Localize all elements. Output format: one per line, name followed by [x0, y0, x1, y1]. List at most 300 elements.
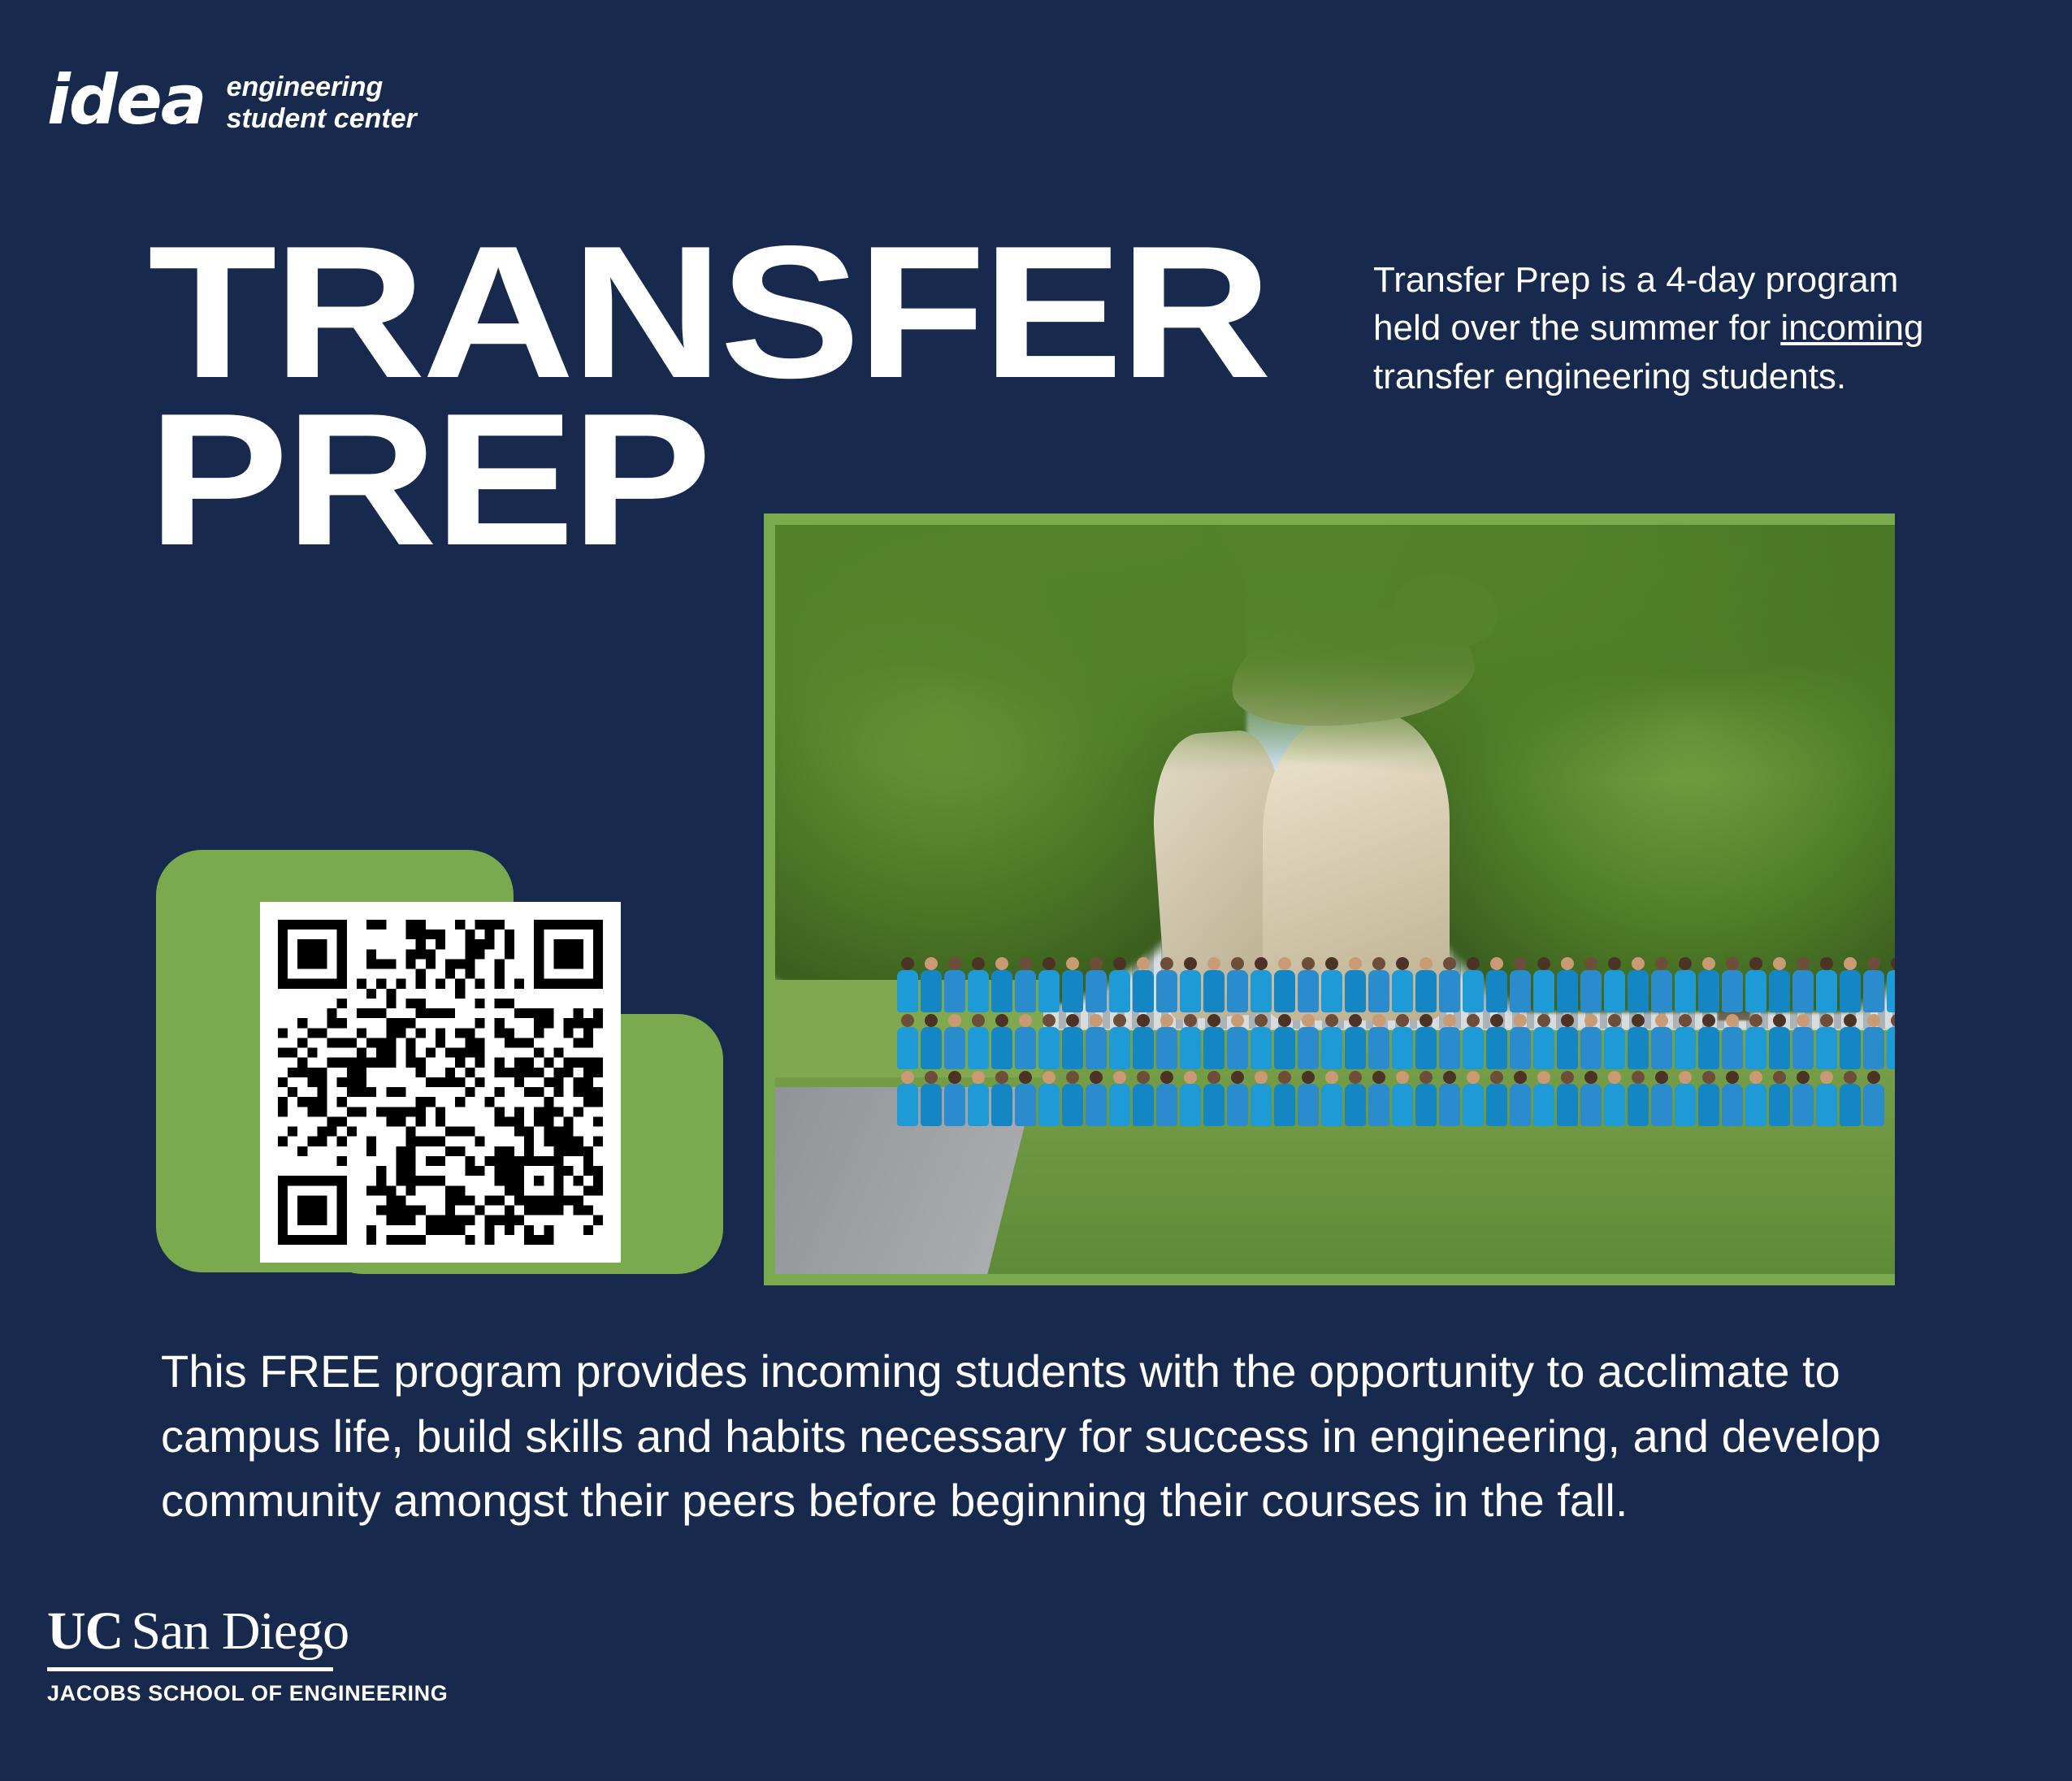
photo-student [1510, 1071, 1531, 1126]
photo-student-shirt [1557, 1027, 1578, 1069]
photo-student-shirt [1415, 1027, 1437, 1069]
photo-student [991, 1071, 1012, 1126]
photo-student-head [925, 1071, 938, 1084]
photo-student-shirt [991, 1027, 1012, 1069]
photo-student-shirt [944, 1027, 965, 1069]
photo-student [1038, 1071, 1060, 1126]
photo-student [1698, 1014, 1719, 1069]
photo-student [1156, 957, 1177, 1012]
idea-logo-wordmark: idea [47, 60, 206, 141]
photo-student-shirt [1698, 970, 1719, 1012]
photo-student-shirt [1109, 970, 1130, 1012]
photo-student-shirt [1557, 970, 1578, 1012]
photo-student [1227, 1071, 1248, 1126]
photo-student-head [1726, 1014, 1739, 1027]
photo-student [1415, 1071, 1437, 1126]
photo-student-shirt [1722, 1027, 1743, 1069]
photo-student-head [1773, 957, 1786, 970]
photo-student-head [1467, 957, 1480, 970]
photo-student-shirt [1439, 1027, 1460, 1069]
photo-student-head [1302, 957, 1315, 970]
photo-student-head [1066, 1071, 1079, 1084]
photo-student [897, 1071, 918, 1126]
photo-student-shirt [1840, 1027, 1861, 1069]
photo-student-shirt [1863, 970, 1884, 1012]
photo-student-shirt [1698, 1084, 1719, 1126]
photo-student-shirt [921, 1027, 942, 1069]
photo-student-head [1820, 1014, 1833, 1027]
intro-text-emphasis: incoming [1780, 308, 1924, 349]
photo-student-shirt [1675, 1027, 1696, 1069]
photo-student [1133, 1071, 1154, 1126]
photo-student-shirt [1698, 1027, 1719, 1069]
photo-student-shirt [1086, 1027, 1107, 1069]
photo-student-head [948, 1071, 961, 1084]
intro-paragraph [1373, 256, 1942, 401]
photo-student-shirt [921, 1084, 942, 1126]
photo-student-head [1726, 957, 1739, 970]
photo-student-head [1702, 1071, 1715, 1084]
page-title [148, 207, 1350, 586]
photo-student-head [995, 957, 1008, 970]
photo-student-shirt [1038, 1027, 1060, 1069]
photo-student [1557, 1014, 1578, 1069]
photo-student-shirt [1392, 1027, 1413, 1069]
photo-student-group [897, 957, 1872, 1185]
photo-student-shirt [1133, 1084, 1154, 1126]
photo-student-shirt [1015, 1084, 1036, 1126]
photo-student-head [1797, 1071, 1810, 1084]
group-photo [775, 525, 1895, 1274]
photo-student-head [1749, 957, 1762, 970]
photo-student-shirt [1769, 1027, 1790, 1069]
photo-student-shirt [1792, 1027, 1814, 1069]
photo-student [1015, 1014, 1036, 1069]
photo-student [921, 957, 942, 1012]
photo-student [1203, 1014, 1225, 1069]
photo-student-head [1420, 1014, 1433, 1027]
photo-student [1816, 957, 1837, 1012]
photo-student [1298, 1071, 1319, 1126]
photo-student-head [1160, 1014, 1173, 1027]
photo-student [1086, 1014, 1107, 1069]
photo-student-head [972, 957, 985, 970]
photo-student [1133, 1014, 1154, 1069]
photo-student-head [1420, 957, 1433, 970]
photo-student-head [1561, 957, 1574, 970]
photo-student-head [1679, 1014, 1692, 1027]
photo-student-shirt [1227, 970, 1248, 1012]
photo-student-head [1584, 1014, 1597, 1027]
photo-student-head [1255, 1014, 1268, 1027]
photo-student [991, 1014, 1012, 1069]
photo-student-head [1514, 1071, 1527, 1084]
photo-student-head [901, 957, 914, 970]
photo-student [1368, 957, 1389, 1012]
photo-student-head [1749, 1071, 1762, 1084]
photo-student [1510, 1014, 1531, 1069]
photo-student [1015, 957, 1036, 1012]
photo-student [1345, 957, 1366, 1012]
photo-student-shirt [1887, 1027, 1895, 1069]
photo-student-shirt [1415, 1084, 1437, 1126]
photo-student [1580, 957, 1602, 1012]
photo-student-head [925, 957, 938, 970]
photo-student-shirt [1604, 1084, 1625, 1126]
photo-student [1486, 1071, 1507, 1126]
photo-student-shirt [1368, 970, 1389, 1012]
photo-student [1180, 957, 1201, 1012]
photo-student-head [1019, 1014, 1032, 1027]
photo-student [1227, 957, 1248, 1012]
photo-student [968, 957, 989, 1012]
photo-student [1439, 957, 1460, 1012]
photo-student-head [1608, 1071, 1621, 1084]
photo-student-head [1255, 957, 1268, 970]
intro-text-after: transfer engineering students. [1373, 356, 1847, 396]
ucsd-jacobs-logo [47, 1603, 448, 1706]
photo-student-head [1302, 1014, 1315, 1027]
photo-student-head [1019, 1071, 1032, 1084]
photo-student-shirt [1180, 1027, 1201, 1069]
photo-student [1769, 957, 1790, 1012]
photo-student-shirt [1439, 970, 1460, 1012]
jacobs-school-label: JACOBS SCHOOL OF ENGINEERING [47, 1681, 449, 1705]
photo-student-shirt [1628, 1027, 1649, 1069]
photo-student-shirt [968, 1084, 989, 1126]
idea-logo-subtitle [227, 67, 417, 135]
photo-student-shirt [1580, 1027, 1602, 1069]
photo-student [1062, 957, 1083, 1012]
photo-student-shirt [1722, 970, 1743, 1012]
photo-student-head [1184, 957, 1197, 970]
photo-student [1651, 1014, 1672, 1069]
photo-student [1604, 1014, 1625, 1069]
idea-logo-subtitle-line2: student center [226, 103, 417, 135]
photo-student-head [1702, 1014, 1715, 1027]
photo-student-shirt [1298, 1027, 1319, 1069]
photo-student [1792, 1014, 1814, 1069]
photo-student-head [1773, 1014, 1786, 1027]
photo-student [944, 1071, 965, 1126]
photo-student-head [1443, 1014, 1456, 1027]
photo-student-shirt [1463, 970, 1484, 1012]
photo-student [1769, 1014, 1790, 1069]
photo-student-shirt [1769, 1084, 1790, 1126]
photo-student [1415, 957, 1437, 1012]
photo-student-shirt [1816, 970, 1837, 1012]
photo-student-shirt [1722, 1084, 1743, 1126]
photo-student-head [1655, 1071, 1668, 1084]
photo-student-head [1514, 957, 1527, 970]
photo-student [1439, 1071, 1460, 1126]
photo-student-head [972, 1071, 985, 1084]
photo-student-head [1420, 1071, 1433, 1084]
photo-student-shirt [1345, 1027, 1366, 1069]
photo-student-shirt [1675, 970, 1696, 1012]
photo-student [1533, 1071, 1554, 1126]
photo-student [1463, 957, 1484, 1012]
photo-student-head [1372, 957, 1385, 970]
photo-student [1675, 1014, 1696, 1069]
photo-student [1109, 1071, 1130, 1126]
photo-student [1180, 1014, 1201, 1069]
photo-student-shirt [1580, 970, 1602, 1012]
photo-student [1086, 957, 1107, 1012]
photo-student-shirt [1227, 1084, 1248, 1126]
photo-student-head [1514, 1014, 1527, 1027]
photo-student-shirt [1533, 1027, 1554, 1069]
photo-student-head [1844, 1071, 1857, 1084]
photo-student [1840, 1014, 1861, 1069]
photo-student [1062, 1014, 1083, 1069]
photo-student [1887, 957, 1895, 1012]
photo-student [1274, 957, 1295, 1012]
photo-student [1062, 1071, 1083, 1126]
photo-student [1086, 1071, 1107, 1126]
photo-student-shirt [1510, 1084, 1531, 1126]
photo-student-head [1396, 1071, 1409, 1084]
qr-code-container[interactable] [260, 902, 621, 1263]
photo-student-head [1679, 957, 1692, 970]
photo-student-head [925, 1014, 938, 1027]
photo-student-shirt [1062, 970, 1083, 1012]
photo-student-shirt [1816, 1084, 1837, 1126]
page-title-line2: PREP [148, 375, 709, 586]
photo-student-shirt [1251, 1084, 1272, 1126]
photo-student-shirt [1345, 970, 1366, 1012]
photo-student [1792, 1071, 1814, 1126]
photo-student [1580, 1014, 1602, 1069]
photo-student-shirt [1510, 970, 1531, 1012]
photo-crowd-row-front [897, 1071, 1872, 1126]
photo-student-shirt [1156, 1084, 1177, 1126]
photo-student [1368, 1071, 1389, 1126]
photo-student-shirt [1086, 1084, 1107, 1126]
photo-student-head [1632, 1071, 1645, 1084]
photo-student-shirt [1156, 970, 1177, 1012]
photo-student-head [1019, 957, 1032, 970]
photo-student-shirt [1533, 1084, 1554, 1126]
photo-student-shirt [1816, 1027, 1837, 1069]
photo-student-shirt [1392, 1084, 1413, 1126]
photo-student-head [901, 1014, 914, 1027]
photo-student-shirt [1274, 1027, 1295, 1069]
photo-student-shirt [968, 970, 989, 1012]
photo-student-shirt [1604, 970, 1625, 1012]
photo-student [1251, 1071, 1272, 1126]
photo-student [1745, 1014, 1766, 1069]
qr-code-icon[interactable] [278, 920, 603, 1245]
photo-student-shirt [1015, 970, 1036, 1012]
photo-student-head [1844, 957, 1857, 970]
photo-student [1557, 1071, 1578, 1126]
photo-student [1510, 957, 1531, 1012]
photo-student-head [1396, 1014, 1409, 1027]
photo-student-shirt [1486, 1027, 1507, 1069]
photo-student-head [901, 1071, 914, 1084]
photo-student-shirt [1769, 970, 1790, 1012]
photo-student-head [1043, 1014, 1056, 1027]
photo-student-shirt [944, 970, 965, 1012]
photo-student-shirt [1133, 1027, 1154, 1069]
photo-student-shirt [968, 1027, 989, 1069]
photo-student-head [1066, 1014, 1079, 1027]
photo-crowd-row-middle [897, 1014, 1872, 1069]
photo-student-shirt [1227, 1027, 1248, 1069]
photo-student [1722, 957, 1743, 1012]
ucsd-wordmark-sandiego: San Diego [131, 1601, 349, 1661]
photo-student [1486, 957, 1507, 1012]
photo-student-head [1231, 957, 1244, 970]
photo-student-head [1160, 1071, 1173, 1084]
photo-student [1698, 957, 1719, 1012]
photo-student-head [1160, 957, 1173, 970]
photo-student-shirt [1745, 970, 1766, 1012]
photo-student [1038, 1014, 1060, 1069]
photo-student [1015, 1071, 1036, 1126]
photo-student-head [1490, 1071, 1503, 1084]
photo-student [1675, 957, 1696, 1012]
photo-student-shirt [1368, 1027, 1389, 1069]
photo-student-head [1113, 1071, 1126, 1084]
photo-student-shirt [1580, 1084, 1602, 1126]
photo-student-head [1278, 957, 1291, 970]
photo-student-head [1867, 1071, 1880, 1084]
photo-student-shirt [1321, 1027, 1342, 1069]
photo-student-head [1207, 1014, 1220, 1027]
photo-student-shirt [1463, 1027, 1484, 1069]
photo-student [1038, 957, 1060, 1012]
photo-student-shirt [1628, 970, 1649, 1012]
photo-student-shirt [1792, 970, 1814, 1012]
photo-student-head [1278, 1071, 1291, 1084]
ucsd-wordmark [47, 1603, 448, 1659]
photo-student-shirt [1109, 1084, 1130, 1126]
photo-student-shirt [1745, 1084, 1766, 1126]
photo-student-shirt [1251, 970, 1272, 1012]
photo-student [1698, 1071, 1719, 1126]
photo-student-head [1090, 957, 1103, 970]
photo-student-shirt [1062, 1027, 1083, 1069]
photo-student [921, 1071, 942, 1126]
photo-student-shirt [1392, 970, 1413, 1012]
photo-student-head [1137, 1014, 1150, 1027]
photo-student-shirt [1180, 1084, 1201, 1126]
photo-student [1863, 957, 1884, 1012]
photo-student-head [1490, 1014, 1503, 1027]
ucsd-wordmark-uc: UC [47, 1601, 124, 1661]
photo-student-shirt [1604, 1027, 1625, 1069]
photo-student-shirt [1745, 1027, 1766, 1069]
photo-student-shirt [1368, 1084, 1389, 1126]
photo-student-head [1207, 957, 1220, 970]
photo-student [991, 957, 1012, 1012]
photo-student-head [1632, 1014, 1645, 1027]
photo-student-shirt [1203, 1084, 1225, 1126]
body-paragraph: This FREE program provides incoming students with the opportunity to acclimate to campus life, build skills and habits necessary for success in engineering, and develop community amongst their peers before beginning their courses in the fall. [161, 1346, 1881, 1527]
photo-student-head [1679, 1071, 1692, 1084]
photo-student-head [1867, 1014, 1880, 1027]
photo-student-shirt [991, 970, 1012, 1012]
photo-student-shirt [991, 1084, 1012, 1126]
photo-frame [764, 514, 1895, 1285]
idea-logo-subtitle-line1: engineering [226, 72, 384, 102]
photo-student-shirt [1086, 970, 1107, 1012]
photo-student-head [1561, 1014, 1574, 1027]
photo-student [1251, 957, 1272, 1012]
photo-student-head [1867, 957, 1880, 970]
photo-student [1463, 1071, 1484, 1126]
photo-student-head [1043, 957, 1056, 970]
photo-student-head [1207, 1071, 1220, 1084]
photo-student-head [1090, 1014, 1103, 1027]
photo-student [1368, 1014, 1389, 1069]
photo-student-head [1113, 1014, 1126, 1027]
photo-student-shirt [1675, 1084, 1696, 1126]
photo-student-head [1584, 957, 1597, 970]
photo-student-shirt [1439, 1084, 1460, 1126]
photo-student-head [1325, 1014, 1338, 1027]
photo-student-head [948, 1014, 961, 1027]
photo-student-head [1797, 957, 1810, 970]
photo-student-head [1349, 1014, 1362, 1027]
photo-student [1580, 1071, 1602, 1126]
photo-student-head [1561, 1071, 1574, 1084]
photo-student-head [1278, 1014, 1291, 1027]
photo-student-shirt [1298, 1084, 1319, 1126]
photo-student [1628, 1014, 1649, 1069]
photo-student [1840, 1071, 1861, 1126]
photo-student [1298, 957, 1319, 1012]
photo-student-head [1137, 1071, 1150, 1084]
photo-student [1816, 1014, 1837, 1069]
photo-student [921, 1014, 942, 1069]
ucsd-divider [47, 1667, 333, 1671]
photo-student [1298, 1014, 1319, 1069]
photo-student [1203, 1071, 1225, 1126]
photo-student-head [1632, 957, 1645, 970]
photo-student-shirt [1015, 1027, 1036, 1069]
photo-student [1156, 1071, 1177, 1126]
photo-student [1604, 957, 1625, 1012]
photo-student-shirt [921, 970, 942, 1012]
photo-student-head [1584, 1071, 1597, 1084]
photo-student-head [1655, 1014, 1668, 1027]
intro-text-before: Transfer Prep is a 4-day program held over the summer for [1373, 260, 1899, 349]
photo-student [1274, 1071, 1295, 1126]
photo-student [1227, 1014, 1248, 1069]
photo-student [1486, 1014, 1507, 1069]
photo-student [1533, 957, 1554, 1012]
photo-student-shirt [1180, 970, 1201, 1012]
photo-student-head [1372, 1014, 1385, 1027]
photo-student-shirt [1203, 1027, 1225, 1069]
photo-student [1321, 957, 1342, 1012]
photo-student [1392, 1014, 1413, 1069]
photo-student [1251, 1014, 1272, 1069]
photo-student-shirt [1840, 970, 1861, 1012]
photo-student-shirt [1321, 970, 1342, 1012]
photo-student-shirt [944, 1084, 965, 1126]
photo-student-head [1090, 1071, 1103, 1084]
photo-student-head [1844, 1014, 1857, 1027]
photo-student [1769, 1071, 1790, 1126]
photo-student-head [1443, 1071, 1456, 1084]
photo-student [1816, 1071, 1837, 1126]
photo-student-shirt [1651, 970, 1672, 1012]
photo-student [1887, 1014, 1895, 1069]
